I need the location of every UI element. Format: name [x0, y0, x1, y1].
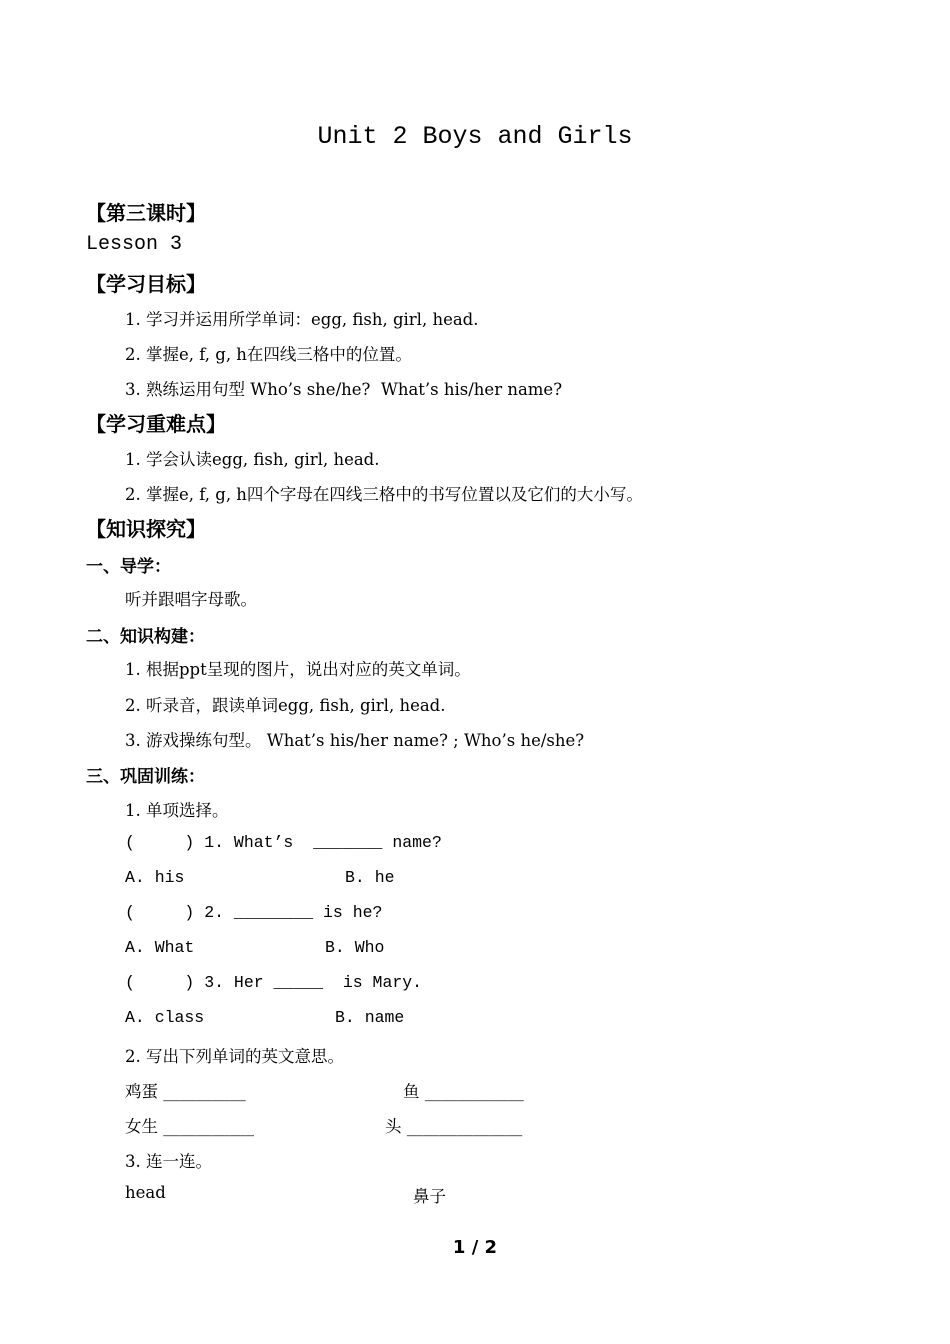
question-3: ( ) 3. Her _____ is Mary. [125, 973, 423, 992]
word-blank-egg: 鸡蛋 __________ [125, 1082, 246, 1101]
lesson-label: Lesson 3 [86, 233, 183, 256]
part2-item: 3. 游戏操练句型。 What’s his/her name? ; Who’s he/she? [125, 731, 585, 750]
question-2-option-b: B. Who [325, 938, 385, 957]
objective-item: 1. 学习并运用所学单词：egg, fish, girl, head. [125, 310, 479, 329]
exercise2-title: 2. 写出下列单词的英文意思。 [125, 1047, 344, 1066]
part2-item: 1. 根据ppt呈现的图片，说出对应的英文单词。 [125, 660, 471, 679]
part2-heading: 二、知识构建： [86, 627, 205, 647]
question-1: ( ) 1. What’s _______ name? [125, 833, 442, 852]
objective-item: 2. 掌握e, f, g, h在四线三格中的位置。 [125, 345, 412, 364]
word-blank-girl: 女生 ___________ [125, 1117, 254, 1136]
exercise3-title: 3. 连一连。 [125, 1152, 212, 1171]
objectives-heading: 【学习目标】 [86, 272, 206, 296]
key-point-item: 1. 学会认读egg, fish, girl, head. [125, 450, 380, 469]
part3-heading: 三、巩固训练： [86, 767, 205, 787]
part1-text: 听并跟唱字母歌。 [125, 590, 257, 609]
exercise1-title: 1. 单项选择。 [125, 801, 229, 820]
match-right-item: 鼻子 [413, 1187, 446, 1206]
match-left-item: head [125, 1183, 166, 1202]
part2-item: 2. 听录音，跟读单词egg, fish, girl, head. [125, 696, 446, 715]
part1-heading: 一、导学： [86, 557, 171, 577]
word-blank-fish: 鱼 ____________ [403, 1082, 524, 1101]
question-2: ( ) 2. ________ is he? [125, 903, 383, 922]
key-points-heading: 【学习重难点】 [86, 412, 226, 436]
question-3-option-a: A. class [125, 1008, 205, 1027]
question-2-option-a: A. What [125, 938, 195, 957]
question-1-option-b: B. he [345, 868, 395, 887]
key-point-item: 2. 掌握e, f, g, h四个字母在四线三格中的书写位置以及它们的大小写。 [125, 485, 643, 504]
page-number: 1 / 2 [452, 1237, 498, 1258]
question-3-option-b: B. name [335, 1008, 405, 1027]
objective-item: 3. 熟练运用句型 Who’s she/he? What’s his/her name? [125, 380, 563, 399]
question-1-option-a: A. his [125, 868, 185, 887]
page-title: Unit 2 Boys and Girls [317, 122, 633, 151]
section-period-heading: 【第三课时】 [86, 201, 206, 225]
word-blank-head: 头 ______________ [385, 1117, 523, 1136]
explore-heading: 【知识探究】 [86, 517, 206, 541]
